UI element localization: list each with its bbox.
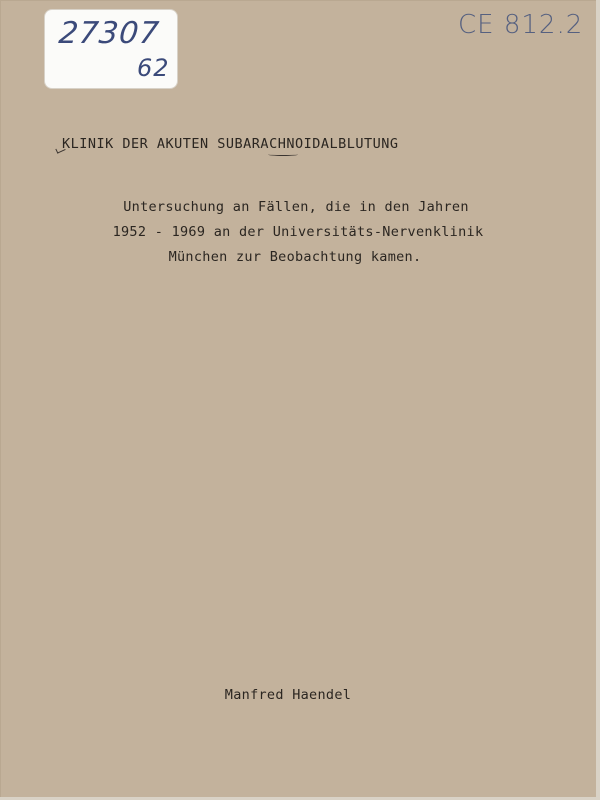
handwritten-shelf-mark: CE 812.2 [458,10,584,40]
document-title: KLINIK DER AKUTEN SUBARACHNOIDALBLUTUNG [62,136,399,152]
handwritten-catalog-suffix: 62 [137,54,170,82]
handwritten-catalog-number: 27307 [57,16,162,51]
document-author: Manfred Haendel [224,687,352,703]
description-line: München zur Beobachtung kamen. [168,249,422,265]
description-line: 1952 - 1969 an der Universitäts-Nervenklinik [112,224,484,240]
page-edge-right [596,0,600,800]
document-description [0,195,600,270]
description-line: Untersuchung an Fällen, die in den Jahren [123,199,469,215]
library-label-sticker [45,10,177,88]
title-correction-underline [268,153,298,156]
